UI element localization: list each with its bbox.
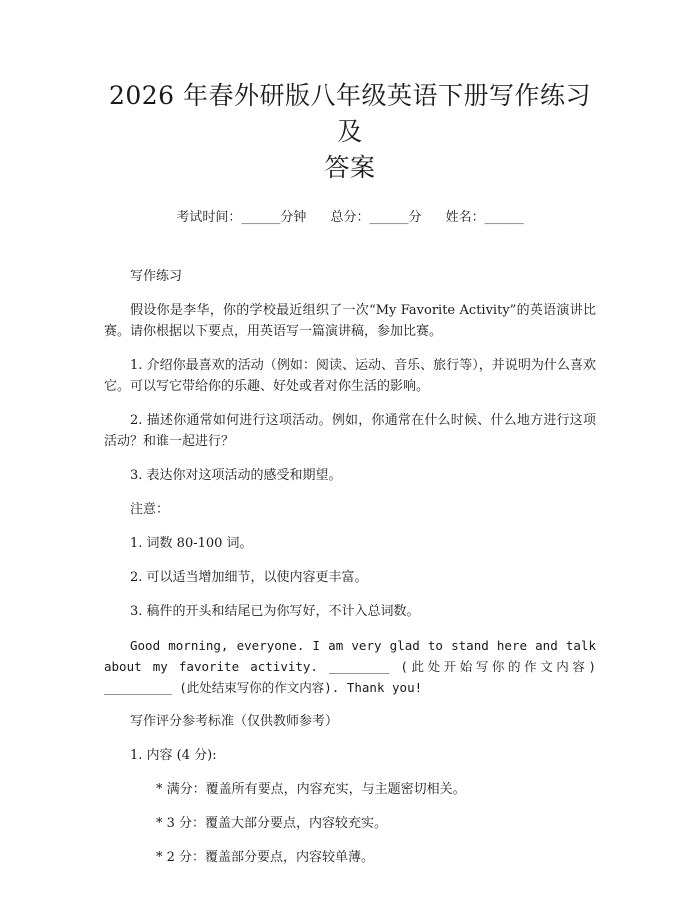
point-3: 3. 表达你对这项活动的感受和期望。 xyxy=(130,468,342,483)
exam-meta xyxy=(104,208,596,228)
point-2: 2. 描述你通常如何进行这项活动。例如，你通常在什么时候、什么地方进行这项活动？和谁一起进行？ xyxy=(104,413,596,449)
note-1: 1. 词数 80-100 词。 xyxy=(130,536,253,551)
document-title xyxy=(104,78,596,186)
title-line-1: 2026 年春外研版八年级英语下册写作练习及 xyxy=(108,81,592,146)
title-line-2: 答案 xyxy=(324,153,376,182)
rubric-item-content: 1. 内容 (4 分): xyxy=(130,748,217,763)
rubric-heading: 写作评分参考标准（仅供教师参考） xyxy=(130,714,339,729)
writing-prompt: 假设你是李华，你的学校最近组织了一次“My Favorite Activity”的英语演讲比赛。请你根据以下要点，用英语写一篇演讲稿，参加比赛。 xyxy=(104,303,596,339)
section-heading: 写作练习 xyxy=(130,269,183,284)
exam-score: 总分：______分 xyxy=(330,210,422,225)
rubric-sub-2: * 3 分：覆盖大部分要点，内容较充实。 xyxy=(156,816,388,831)
essay-template: Good morning, everyone. I am very glad to stand here and talk about my favorite activity. ________ (此处开始写你的作文内容) _________ (此处结束写你的作文内容). Thank you! xyxy=(104,638,596,695)
exam-time: 考试时间：______分钟 xyxy=(176,210,307,225)
note-2: 2. 可以适当增加细节，以使内容更丰富。 xyxy=(130,570,368,585)
point-1: 1. 介绍你最喜欢的活动（例如：阅读、运动、音乐、旅行等），并说明为什么喜欢它。可以写它带给你的乐趣、好处或者对你生活的影响。 xyxy=(104,358,596,394)
rubric-sub-1: * 满分：覆盖所有要点，内容充实，与主题密切相关。 xyxy=(156,782,466,797)
exam-name: 姓名：______ xyxy=(445,210,524,225)
note-3: 3. 稿件的开头和结尾已为你写好，不计入总词数。 xyxy=(130,604,420,619)
rubric-sub-3: * 2 分：覆盖部分要点，内容较单薄。 xyxy=(156,850,375,865)
notes-heading: 注意： xyxy=(130,502,170,517)
